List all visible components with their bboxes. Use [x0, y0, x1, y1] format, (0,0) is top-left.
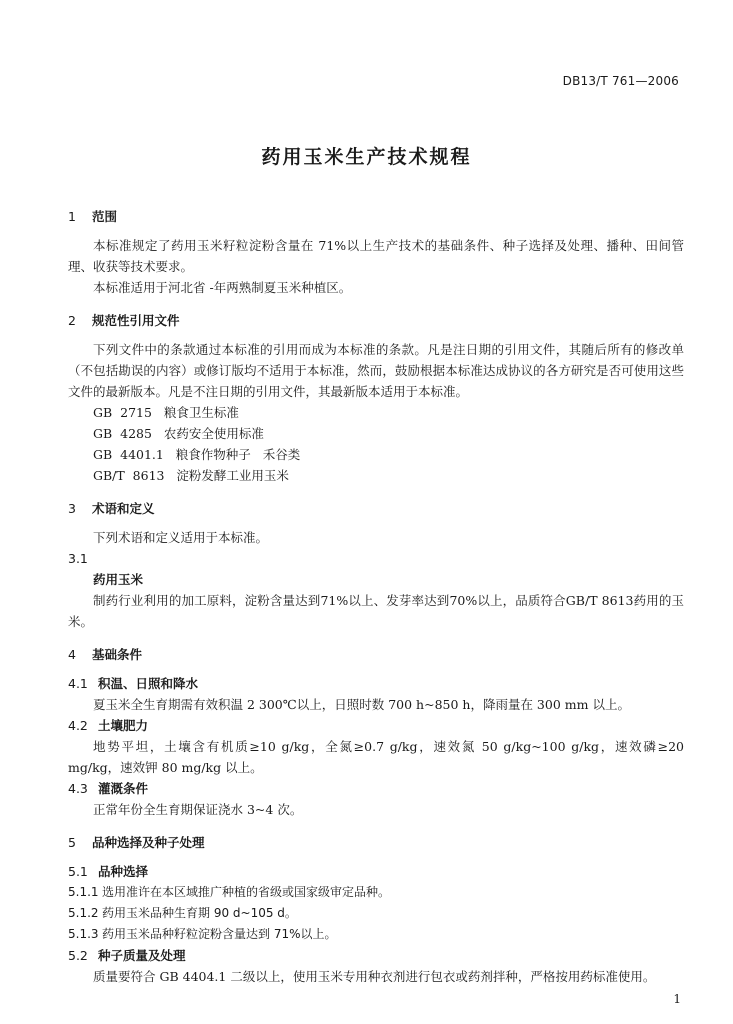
- paragraph: 本标准规定了药用玉米籽粒淀粉含量在 71%以上生产技术的基础条件、种子选择及处理、播种、田间管理、收获等技术要求。: [68, 238, 684, 274]
- document-title: 药用玉米生产技术规程: [261, 146, 472, 168]
- section-heading-2: 2 规范性引用文件: [68, 313, 180, 328]
- subsection-heading: 4.2 土壤肥力: [68, 718, 149, 733]
- clause-item: 5.1.3 药用玉米品种籽粒淀粉含量达到 71%以上。: [68, 927, 337, 941]
- paragraph: 地势平坦，土壤含有机质≥10 g/kg，全氮≥0.7 g/kg，速效氮 50 g/kg~100 g/kg，速效磷≥20 mg/kg，速效钾 80 mg/kg 以上。: [68, 739, 684, 775]
- paragraph: 本标准适用于河北省 -年两熟制夏玉米种植区。: [93, 280, 352, 295]
- section-heading-3: 3 术语和定义: [68, 501, 155, 516]
- section-heading-5: 5 品种选择及种子处理: [68, 835, 205, 850]
- subsection-heading: 5.1 品种选择: [68, 864, 149, 879]
- section-heading-4: 4 基础条件: [68, 647, 143, 662]
- reference-item: GB 4285 农药安全使用标准: [93, 426, 264, 441]
- subsection-heading: 5.2 种子质量及处理: [68, 948, 186, 963]
- page-number: 1: [673, 992, 681, 1006]
- clause-item: 5.1.1 选用准许在本区域推广种植的省级或国家级审定品种。: [68, 885, 391, 899]
- paragraph: 正常年份全生育期保证浇水 3~4 次。: [93, 802, 303, 817]
- term-number: 3.1: [68, 551, 88, 566]
- reference-item: GB 2715 粮食卫生标准: [93, 405, 239, 420]
- reference-item: GB 4401.1 粮食作物种子 禾谷类: [93, 447, 301, 462]
- term-definition: 制药行业利用的加工原料，淀粉含量达到71%以上、发芽率达到70%以上，品质符合GB/T 8613药用的玉米。: [68, 593, 684, 629]
- paragraph: 质量要符合 GB 4404.1 二级以上，使用玉米专用种衣剂进行包衣或药剂拌种，严格按用药标准使用。: [93, 969, 656, 984]
- paragraph: 下列术语和定义适用于本标准。: [93, 530, 269, 545]
- paragraph: 夏玉米全生育期需有效积温 2 300℃以上，日照时数 700 h~850 h，降雨量在 300 mm 以上。: [93, 697, 630, 712]
- section-heading-1: 1 范围: [68, 209, 118, 224]
- subsection-heading: 4.3 灌溉条件: [68, 781, 149, 796]
- reference-item: GB/T 8613 淀粉发酵工业用玉米: [93, 468, 289, 483]
- paragraph: 下列文件中的条款通过本标准的引用而成为本标准的条款。凡是注日期的引用文件，其随后所有的修改单（不包括勘误的内容）或修订版均不适用于本标准，然而，鼓励根据本标准达成协议的各方研究是否可使用这些文件的最新版本。凡是不注日期的引用文件，其最新版本适用于本标准。: [68, 342, 684, 399]
- standard-code: DB13/T 761—2006: [562, 74, 679, 88]
- term-name: 药用玉米: [93, 572, 144, 587]
- subsection-heading: 4.1 积温、日照和降水: [68, 676, 199, 691]
- document-body: [68, 206, 684, 987]
- clause-item: 5.1.2 药用玉米品种生育期 90 d~105 d。: [68, 906, 297, 920]
